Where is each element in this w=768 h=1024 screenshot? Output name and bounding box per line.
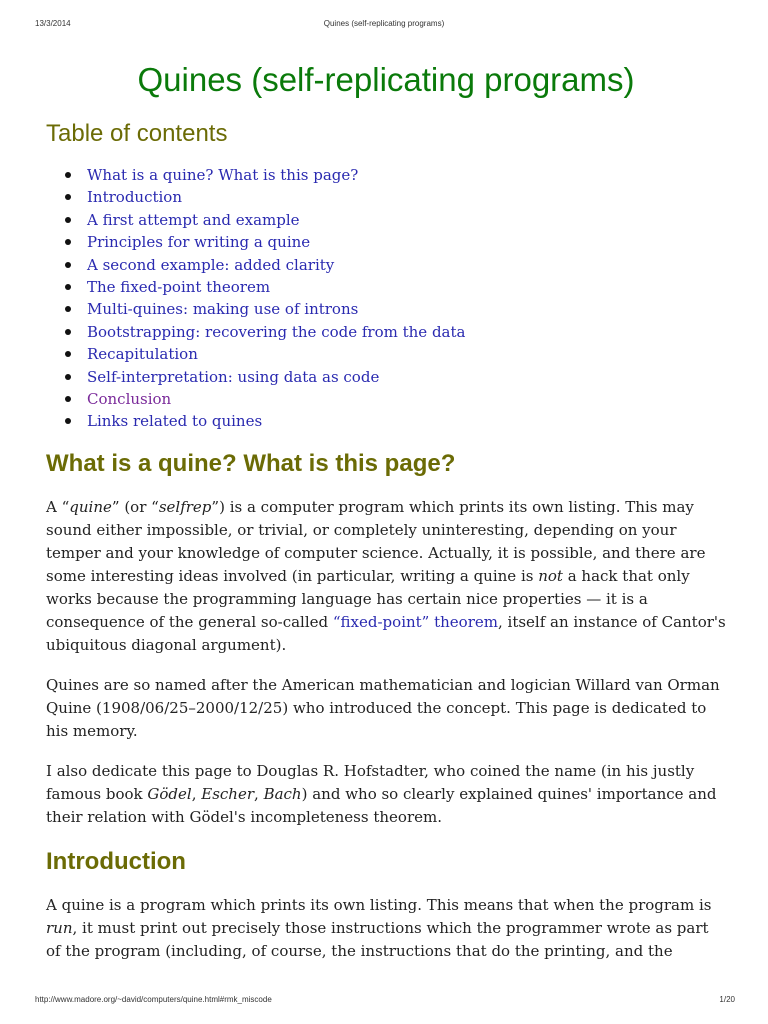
emphasis-bach: Bach — [263, 784, 302, 803]
print-page-title: Quines (self-replicating programs) — [323, 19, 445, 28]
toc-item — [46, 186, 726, 208]
text-span: A quine is a program which prints its own listing. This means that when the program is — [46, 895, 712, 914]
text-span: , it must print out precisely those instructions which the programmer wrote as part of the program (including, of course, the instructions that do the printing, and the — [46, 918, 709, 960]
toc-link-links[interactable]: Links related to quines — [87, 412, 263, 431]
text-span: I also dedicate this page to Douglas R. Hofstadter, who coined the name (in his justly famous book — [46, 761, 695, 803]
print-header — [0, 19, 768, 33]
print-footer — [0, 995, 768, 1009]
toc-link-introduction[interactable]: Introduction — [87, 188, 182, 207]
emphasis-not: not — [538, 566, 563, 585]
toc-item — [46, 298, 726, 320]
text-span: , — [254, 784, 264, 803]
toc-item — [46, 366, 726, 388]
toc-item — [46, 276, 726, 298]
page-title: Quines (self-replicating programs) — [137, 61, 635, 98]
toc-link-self-interpretation[interactable]: Self-interpretation: using data as code — [87, 367, 380, 386]
toc-item — [46, 343, 726, 365]
emphasis-godel: Gödel — [147, 784, 192, 803]
emphasis-selfrep: selfrep — [158, 497, 212, 516]
print-date: 13/3/2014 — [35, 19, 71, 28]
paragraph-hofstadter-dedication — [46, 760, 726, 829]
toc-link-fixed-point-theorem[interactable]: The fixed-point theorem — [87, 278, 271, 297]
paragraph-quine-definition — [46, 496, 726, 657]
toc-link-principles[interactable]: Principles for writing a quine — [87, 233, 311, 252]
text-span: ) and who so clearly explained quines' importance and their relation with Gödel's incompleteness theorem. — [46, 784, 717, 826]
toc-link-second-example[interactable]: A second example: added clarity — [87, 255, 335, 274]
toc-link-multi-quines[interactable]: Multi-quines: making use of introns — [87, 300, 359, 319]
emphasis-run: run — [46, 918, 73, 937]
toc-link-first-attempt[interactable]: A first attempt and example — [87, 210, 300, 229]
fixed-point-theorem-link[interactable]: “fixed-point” theorem — [332, 612, 498, 631]
section-heading-introduction: Introduction — [46, 847, 186, 875]
toc-link-bootstrapping[interactable]: Bootstrapping: recovering the code from the data — [87, 322, 466, 341]
toc-item — [46, 164, 726, 186]
toc-link-recapitulation[interactable]: Recapitulation — [87, 345, 198, 364]
toc-item — [46, 410, 726, 432]
text-span: ” (or “ — [111, 497, 159, 516]
emphasis-escher: Escher — [201, 784, 255, 803]
table-of-contents — [46, 164, 726, 433]
toc-item — [46, 254, 726, 276]
text-span: A “ — [46, 497, 70, 516]
toc-item — [46, 209, 726, 231]
document-body — [46, 50, 726, 963]
text-span: , itself an instance of Cantor's ubiquitous diagonal argument). — [46, 612, 726, 654]
print-url: http://www.madore.org/~david/computers/quine.html#rmk_miscode — [35, 995, 272, 1004]
text-span: ”) is a computer program which prints its own listing. This may sound either impossible, or trivial, or completely uninteresting, depending on your temper and your knowledge of computer science. Actually, it is possible, and there are some interesting ideas involved (in particular, writing a quine is — [46, 497, 706, 585]
section-heading-what-is-a-quine: What is a quine? What is this page? — [46, 449, 456, 477]
toc-item — [46, 388, 726, 410]
toc-item — [46, 321, 726, 343]
toc-link-conclusion[interactable]: Conclusion — [87, 390, 172, 409]
paragraph-quine-name-origin: Quines are so named after the American mathematician and logician Willard van Orman Quine (1908/06/25–2000/12/25) who introduced the concept. This page is dedicated to his memory. — [46, 675, 720, 740]
paragraph-introduction — [46, 894, 726, 963]
page-number: 1/20 — [719, 995, 735, 1004]
toc-item — [46, 231, 726, 253]
toc-link-what-is-a-quine[interactable]: What is a quine? What is this page? — [87, 166, 359, 184]
text-span: a hack that only works because the programming language has certain nice properties — it is a consequence of the general so-called — [46, 566, 690, 631]
text-span: , — [191, 784, 202, 803]
emphasis-quine: quine — [69, 497, 112, 516]
toc-heading: Table of contents — [46, 120, 228, 147]
